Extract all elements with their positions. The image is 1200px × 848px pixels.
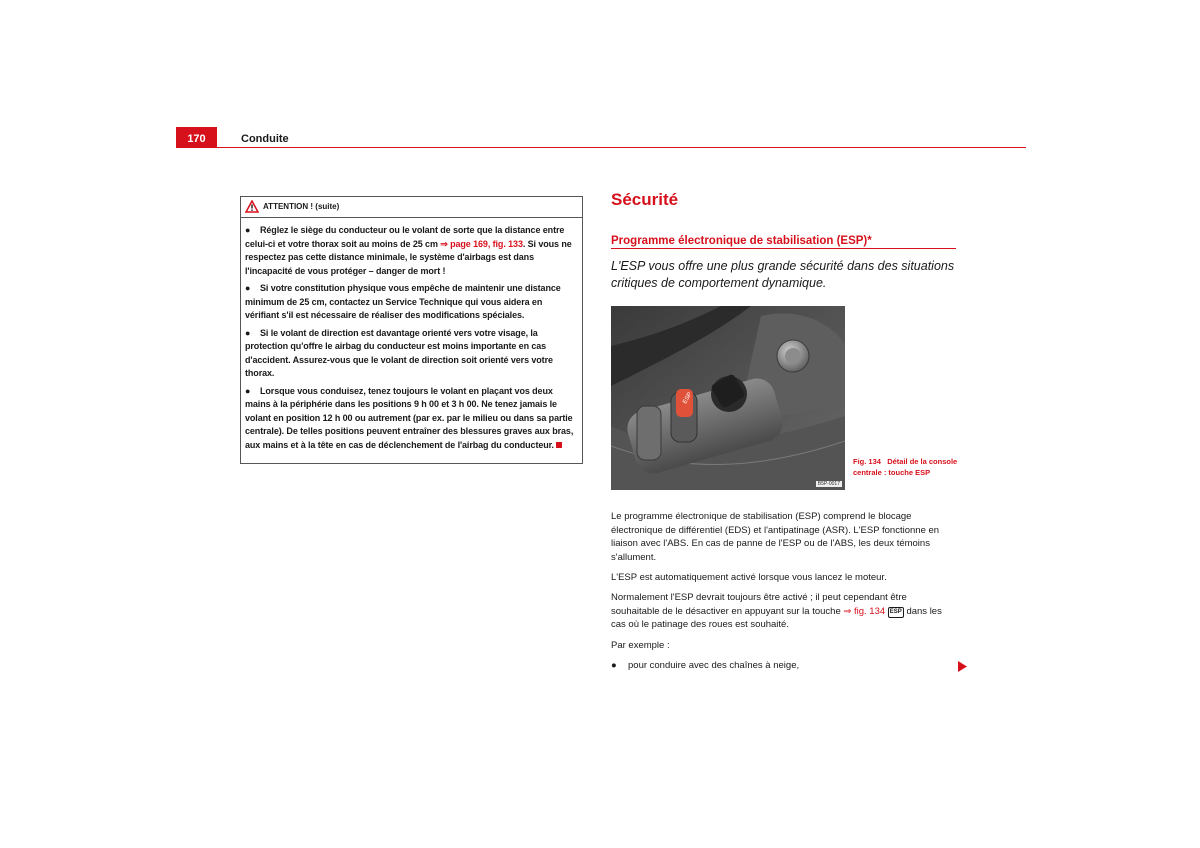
warning-item-text: . Si vous ne respectez pas cette distance minimale, le système d'airbags est dans l'incapacité de vous protéger – danger de mort ! (245, 238, 572, 276)
intro-text: L'ESP vous offre une plus grande sécurité dans des situations critiques de comportement dynamique. (611, 259, 955, 290)
body-paragraph (611, 591, 956, 632)
warning-item-text: Réglez le siège du conducteur ou le volant de sorte que la distance entre celui-ci et votre thorax soit au moins de 25 cm (245, 225, 565, 249)
figure-esp-console (611, 306, 845, 490)
figure-reference-link[interactable]: ⇒ fig. 134 (843, 605, 886, 617)
warning-item (245, 282, 577, 323)
body-paragraph: Par exemple : (611, 639, 670, 651)
body-text (611, 510, 956, 679)
warning-item (245, 224, 577, 278)
header-rule (176, 147, 1026, 148)
warning-item (245, 385, 577, 453)
warning-item-text: Si votre constitution physique vous empêche de maintenir une distance minimum de 25 cm, contactez un Service Technique qui vous aidera en vérifiant s'il est nécessaire de réaliser des modifications spéciales. (245, 283, 561, 320)
bullet: ● (611, 659, 617, 671)
subsection-title: Programme électronique de stabilisation (ESP)* (611, 235, 956, 249)
page-number: 170 (176, 127, 217, 148)
esp-button-label: ESP (682, 391, 694, 405)
warning-body (241, 218, 582, 452)
continue-arrow-icon (958, 661, 967, 672)
esp-key-icon: ESP (888, 607, 904, 618)
body-paragraph: L'ESP est automatiquement activé lorsque vous lancez le moteur. (611, 571, 887, 583)
chapter-title: Conduite (241, 133, 289, 145)
body-paragraph: Le programme électronique de stabilisation (ESP) comprend le blocage électronique de différentiel (EDS) et l'antipatinage (ASR). L'ESP fonctionne en liaison avec l'ABS. En cas de panne de l'ESP ou de l'ABS, les deux témoins s'allument. (611, 511, 940, 563)
page-header (176, 127, 1026, 149)
list-item (611, 659, 956, 673)
warning-item-text: Lorsque vous conduisez, tenez toujours le volant en plaçant vos deux mains à la périphérie dans les positions 9 h 00 et 3 h 00. Ne tenez jamais le volant en position 12 h 00 ou autrement (par ex. par le milieu ou dans sa partie centrale). De telles positions peuvent entraîner des blessures graves aux bras, aux mains et à la tête en cas de déclenchement de l'airbag du conducteur. (245, 385, 574, 450)
warning-title: ATTENTION ! (suite) (263, 202, 340, 211)
bullet: ● (245, 283, 251, 293)
figure-caption (853, 457, 963, 478)
list-item-text: pour conduire avec des chaînes à neige, (628, 659, 800, 671)
figure-code: B5P-0017 (817, 481, 840, 487)
warning-item-text: Si le volant de direction est davantage orienté vers votre visage, la protection qu'offre le airbag du conducteur est moins importante en cas d'accident. Assurez-vous que le volant de direction soit orienté vers votre thorax. (245, 327, 553, 378)
figure-caption-text: Détail de la console centrale : touche ESP (853, 457, 958, 477)
page-reference-link[interactable]: ⇒ page 169, fig. 133 (440, 238, 523, 249)
warning-box (240, 196, 583, 464)
figure-caption-label: Fig. 134 (853, 457, 881, 466)
body-text-span: Normalement l'ESP devrait toujours être activé ; il peut cependant être souhaitable de le désactiver en appuyant sur la touche (611, 592, 907, 617)
body-text-span: dans les cas où le patinage des roues est souhaité. (611, 605, 942, 631)
bullet: ● (245, 385, 251, 396)
console-photo (611, 306, 845, 490)
section-title: Sécurité (611, 190, 679, 209)
bullet: ● (245, 327, 251, 338)
bullet: ● (245, 225, 251, 235)
warning-item (245, 327, 577, 381)
warning-triangle-icon (245, 200, 259, 213)
warning-header (241, 197, 582, 218)
section-end-mark (556, 442, 562, 448)
